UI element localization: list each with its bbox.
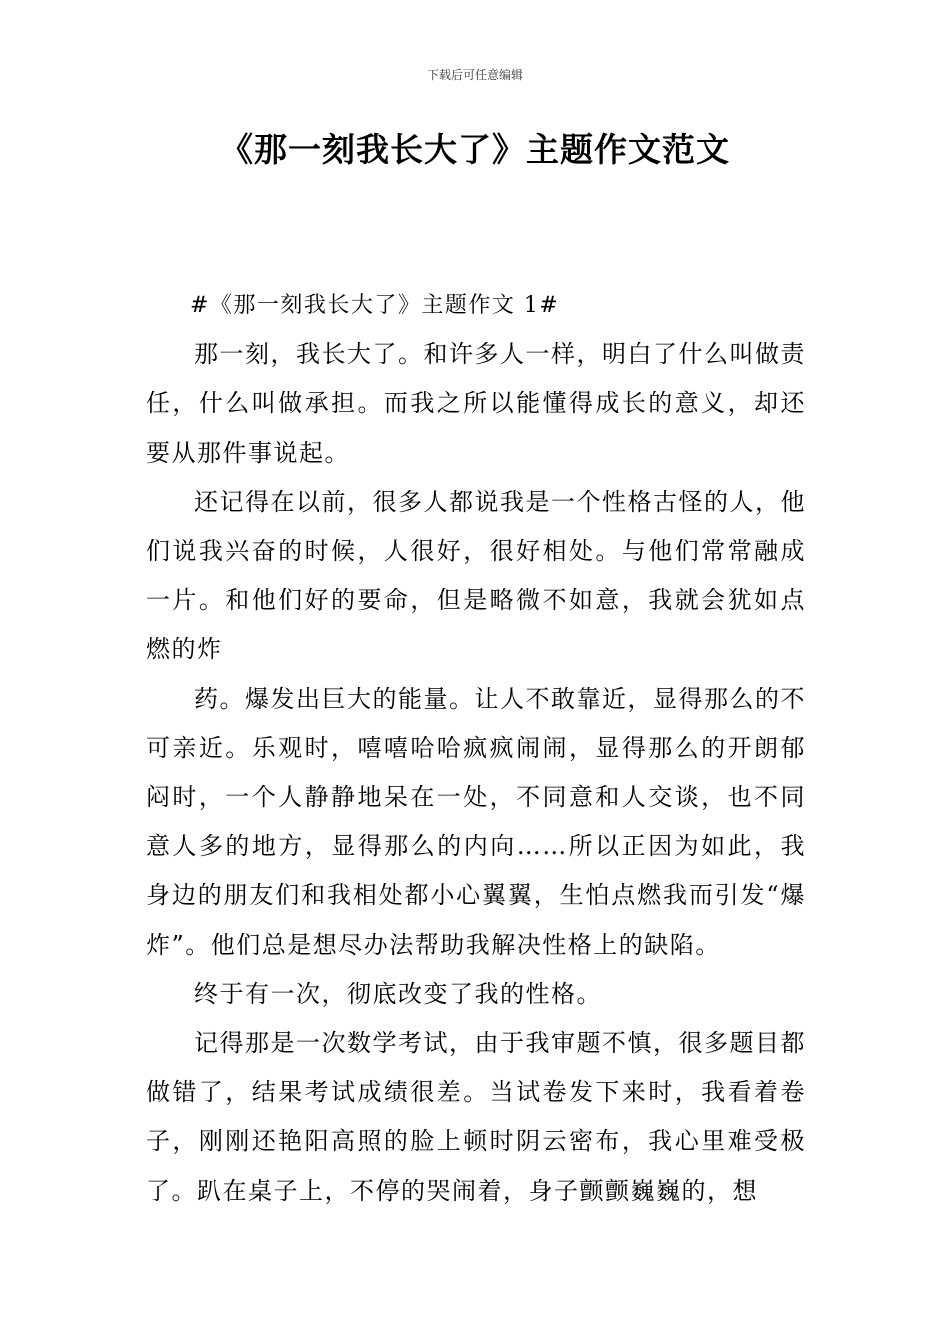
paragraph: 终于有一次，彻底改变了我的性格。: [194, 979, 602, 1008]
paragraph: 药。爆发出巨大的能量。让人不敢靠近，显得那么的不可亲近。乐观时，嘻嘻哈哈疯疯闹闹，显得那么的开朗郁闷时，一个人静静地呆在一处，不同意和人交谈，也不同意人多的地方，显得那么的内向……所以正因为如此，我身边的朋友们和我相处都小心翼翼，生怕点燃我而引发“爆炸”。他们总是想尽办法帮助我解决性格上的缺陷。: [146, 684, 806, 959]
paragraph: 还记得在以前，很多人都说我是一个性格古怪的人，他们说我兴奋的时候，人很好，很好相处。与他们常常融成一片。和他们好的要命，但是略微不如意，我就会犹如点燃的炸: [146, 487, 806, 664]
essay-body: [146, 281, 806, 1216]
section-heading: #《那一刻我长大了》主题作文 1#: [190, 293, 560, 318]
paragraph: 记得那是一次数学考试，由于我审题不慎，很多题目都做错了，结果考试成绩很差。当试卷发下来时，我看着卷子，刚刚还艳阳高照的脸上顿时阴云密布，我心里难受极了。趴在桌子上，不停的哭闹着，身子颤颤巍巍的，想: [146, 1029, 806, 1205]
header-note: 下载后可任意编辑: [426, 68, 523, 82]
document-title: 《那一刻我长大了》主题作文范文: [220, 130, 730, 169]
paragraph: 那一刻，我长大了。和许多人一样，明白了什么叫做责任，什么叫做承担。而我之所以能懂得成长的意义，却还要从那件事说起。: [146, 340, 806, 467]
